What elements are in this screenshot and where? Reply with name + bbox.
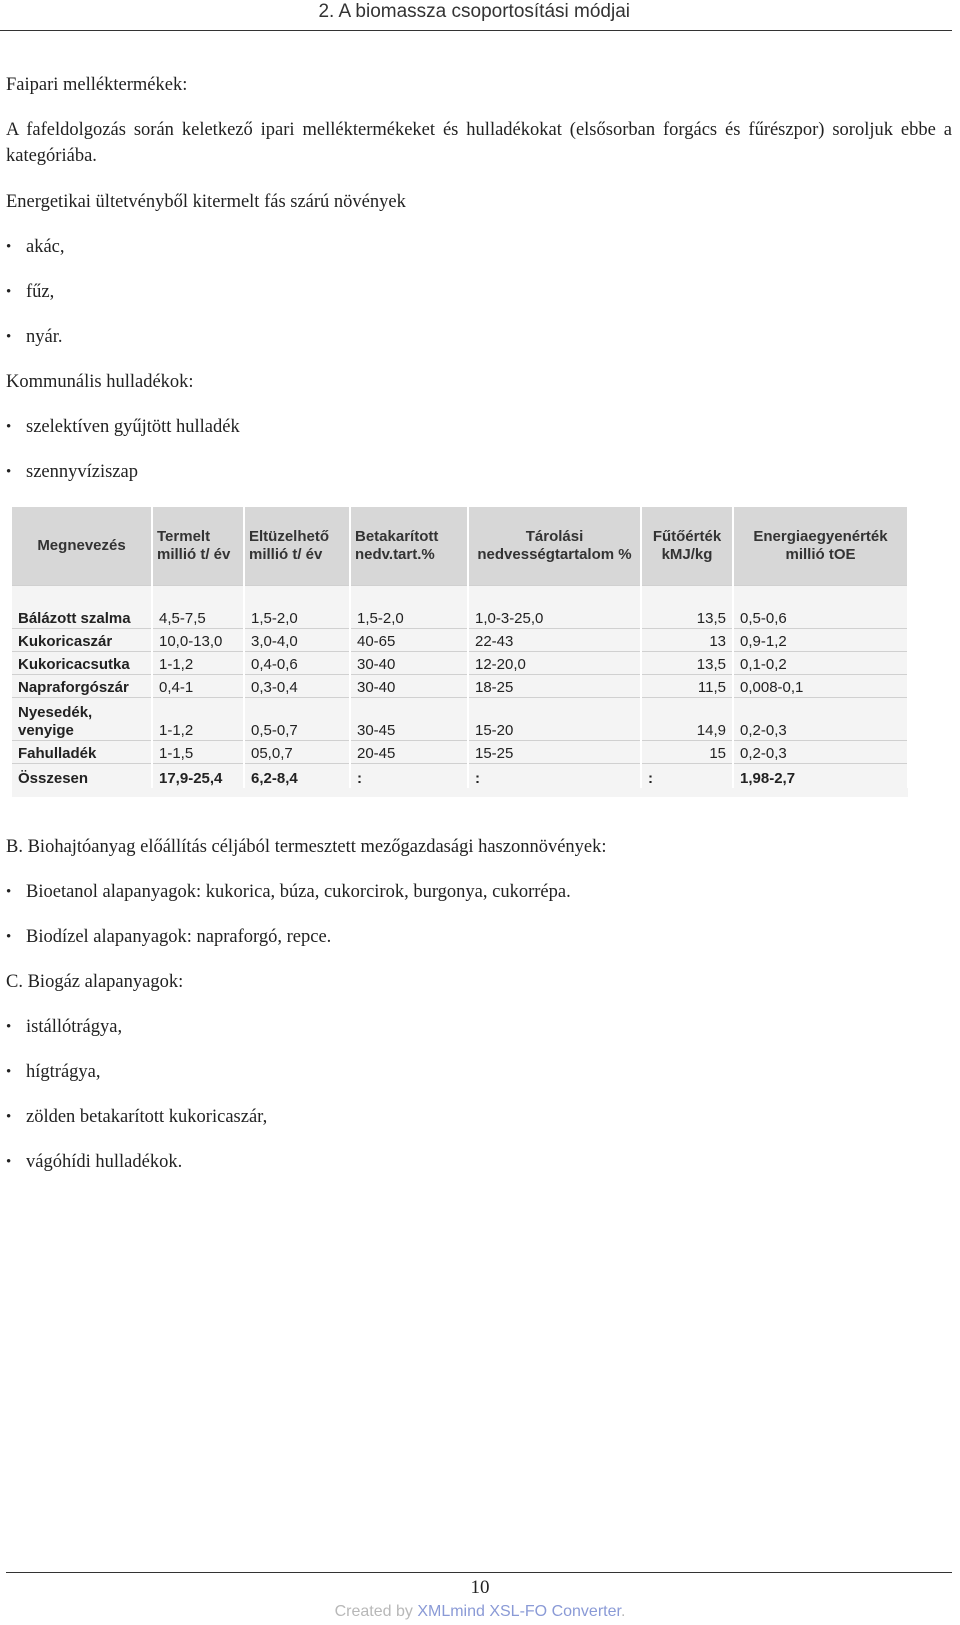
generator-note [0, 1603, 960, 1621]
table-row [12, 629, 908, 652]
cell: 11,5 [641, 675, 733, 698]
cell: 0,5-0,7 [244, 698, 350, 741]
energy-plants-heading: Energetikai ültetvényből kitermelt fás szárú növények [6, 192, 406, 212]
cell: 30-40 [350, 675, 468, 698]
footer-divider [6, 1572, 952, 1573]
cell: 05,0,7 [244, 741, 350, 764]
cell-name: Összesen [12, 764, 152, 789]
table-row [12, 741, 908, 764]
cell: 3,0-4,0 [244, 629, 350, 652]
cell: 1,98-2,7 [733, 764, 908, 789]
table-total-row [12, 764, 908, 789]
cell: 1,0-3-25,0 [468, 586, 641, 629]
table-header-row [12, 507, 908, 586]
table-row [12, 698, 908, 741]
page-number: 10 [470, 1577, 490, 1598]
cell: 13 [641, 629, 733, 652]
cell: 10,0-13,0 [152, 629, 244, 652]
cell: 17,9-25,4 [152, 764, 244, 789]
list-item: • szelektíven gyűjtött hulladék [6, 414, 952, 440]
cell: 6,2-8,4 [244, 764, 350, 789]
cell: : [641, 764, 733, 789]
municipal-list [6, 414, 952, 485]
running-header-title: 2. A biomassza csoportosítási módjai [318, 1, 630, 22]
cell-name: Napraforgószár [12, 675, 152, 698]
cell: 14,9 [641, 698, 733, 741]
cell-name: Bálázott szalma [12, 586, 152, 629]
list-item: • istállótrágya, [6, 1014, 952, 1040]
list-item: • Bioetanol alapanyagok: kukorica, búza, cukorcirok, burgonya, cukorrépa. [6, 879, 952, 905]
table-row [12, 652, 908, 675]
generator-prefix: Created by [334, 1603, 418, 1620]
cell: 0,1-0,2 [733, 652, 908, 675]
cell: 0,3-0,4 [244, 675, 350, 698]
biogas-list [6, 1014, 952, 1175]
generator-link[interactable]: XMLmind XSL-FO Converter [417, 1603, 621, 1620]
cell: 0,2-0,3 [733, 741, 908, 764]
municipal-heading: Kommunális hulladékok: [6, 372, 194, 392]
cell: 0,4-0,6 [244, 652, 350, 675]
biofuel-list [6, 879, 952, 950]
biomass-table-image [12, 507, 908, 797]
cell: 0,4-1 [152, 675, 244, 698]
cell: 12-20,0 [468, 652, 641, 675]
list-item: • nyár. [6, 324, 952, 350]
cell: 0,008-0,1 [733, 675, 908, 698]
header-storage-moisture: Tárolási nedvességtartalom % [468, 507, 641, 586]
cell-name: Fahulladék [12, 741, 152, 764]
cell: 22-43 [468, 629, 641, 652]
header-name: Megnevezés [12, 507, 152, 586]
cell: 1,5-2,0 [244, 586, 350, 629]
cell: 1-1,2 [152, 652, 244, 675]
cell: 1-1,5 [152, 741, 244, 764]
cell: 15-20 [468, 698, 641, 741]
cell: 13,5 [641, 652, 733, 675]
list-item: • fűz, [6, 279, 952, 305]
cell-name: Kukoricaszár [12, 629, 152, 652]
header-energy-equivalent: Energiaegyenérték millió tOE [733, 507, 908, 586]
generator-suffix: . [620, 1603, 626, 1620]
cell: 0,9-1,2 [733, 629, 908, 652]
table-row [12, 586, 908, 629]
cell: 30-45 [350, 698, 468, 741]
wood-heading: Faipari melléktermékek: [6, 75, 188, 95]
list-item: • akác, [6, 234, 952, 260]
biofuel-heading: B. Biohajtóanyag előállítás céljából termesztett mezőgazdasági haszonnövények: [6, 837, 607, 857]
header-heating-value: Fűtőérték kMJ/kg [641, 507, 733, 586]
list-item: • Biodízel alapanyagok: napraforgó, repce. [6, 924, 952, 950]
cell: 1-1,2 [152, 698, 244, 741]
cell: 13,5 [641, 586, 733, 629]
cell: 4,5-7,5 [152, 586, 244, 629]
cell: 18-25 [468, 675, 641, 698]
cell: 15 [641, 741, 733, 764]
table-row [12, 675, 908, 698]
header-harvest-moisture: Betakarított nedv.tart.% [350, 507, 468, 586]
energy-plants-list [6, 234, 952, 350]
cell: : [350, 764, 468, 789]
page-content-lower [6, 834, 952, 1194]
cell: : [468, 764, 641, 789]
page-content [6, 72, 952, 504]
biomass-table [12, 507, 909, 788]
biogas-heading: C. Biogáz alapanyagok: [6, 972, 184, 992]
list-item: • szennyvíziszap [6, 459, 952, 485]
cell: 0,5-0,6 [733, 586, 908, 629]
list-item: • zölden betakarított kukoricaszár, [6, 1104, 952, 1130]
cell: 30-40 [350, 652, 468, 675]
cell-name: Kukoricacsutka [12, 652, 152, 675]
cell: 1,5-2,0 [350, 586, 468, 629]
cell: 20-45 [350, 741, 468, 764]
list-item: • vágóhídi hulladékok. [6, 1149, 952, 1175]
cell: 15-25 [468, 741, 641, 764]
cell: 0,2-0,3 [733, 698, 908, 741]
list-item: • hígtrágya, [6, 1059, 952, 1085]
wood-text: A fafeldolgozás során keletkező ipari melléktermékeket és hulladékokat (elsősorban forgács és fűrészpor) soroljuk ebbe a kategóriába. [6, 120, 952, 166]
cell-name: Nyesedék, venyige [12, 698, 152, 741]
running-header [0, 0, 952, 31]
header-produced: Termelt millió t/ év [152, 507, 244, 586]
cell: 40-65 [350, 629, 468, 652]
header-burnable: Eltüzelhető millió t/ év [244, 507, 350, 586]
